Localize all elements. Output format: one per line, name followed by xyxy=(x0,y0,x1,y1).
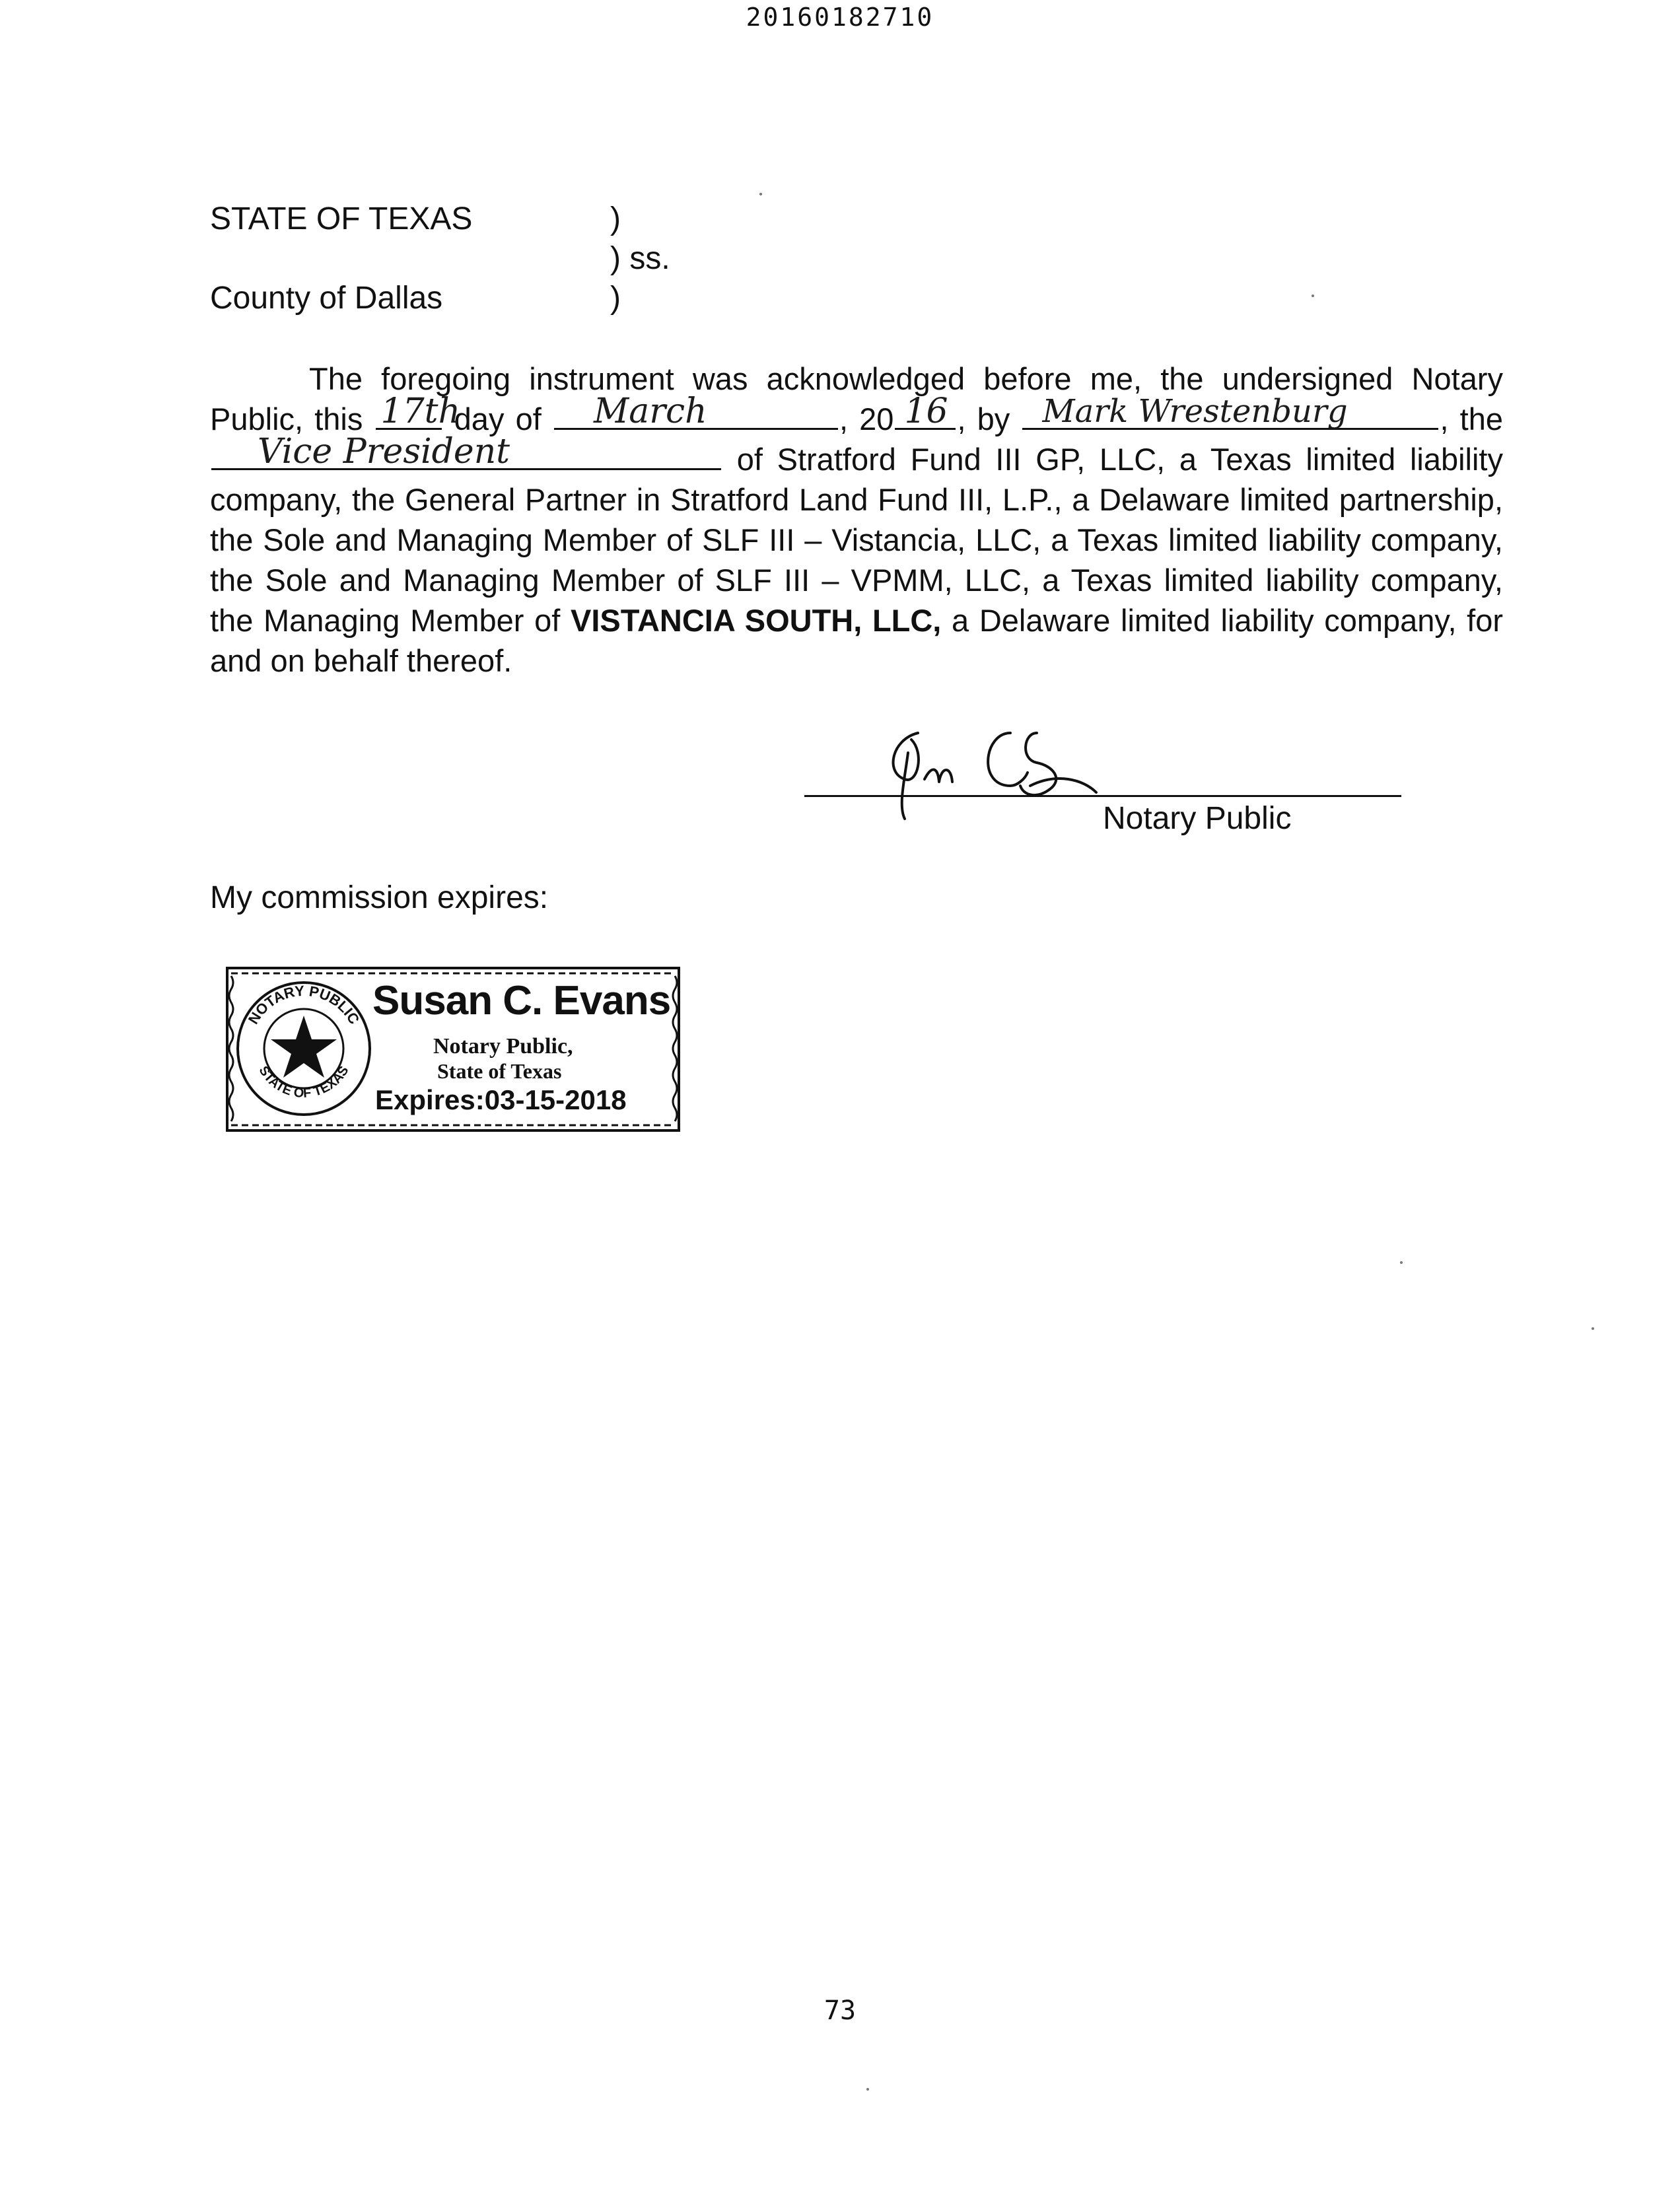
state-label: STATE OF TEXAS xyxy=(210,201,473,236)
venue-paren-bottom: ) xyxy=(610,281,621,316)
venue-paren-top: ) xyxy=(610,201,621,236)
document-number: 20160182710 xyxy=(746,3,934,32)
stamp-notary-name: Susan C. Evans xyxy=(372,978,671,1024)
entity-text: of Stratford Fund III GP, LLC, a Texas limited liability company, the General Partner in Stratford Land Fund III, L.P., a Delaware limited partnership, the Sole and Managing Member of SLF III – Vistancia, LLC, a Texas limited liability company, the Sole and Managing Member of SLF III – VPMM, LLC, a Texas limited liability company, the Managing Member of xyxy=(210,442,1503,638)
seal-bottom-text: STATE OF TEXAS xyxy=(256,1063,352,1101)
county-label: County of Dallas xyxy=(210,281,443,316)
notary-seal-icon xyxy=(231,976,376,1121)
commission-expires-label: My commission expires: xyxy=(210,880,549,915)
closing-text: a Delaware limited liability company, for and on behalf thereof. xyxy=(210,603,1504,678)
person-blank xyxy=(1022,393,1438,430)
signature-line xyxy=(804,795,1401,797)
scan-speck xyxy=(866,2088,869,2091)
comma-text: , xyxy=(1440,401,1449,436)
the-text: the xyxy=(1459,401,1503,436)
stamp-title-line2: State of Texas xyxy=(437,1059,562,1083)
notary-stamp xyxy=(222,963,684,1136)
by-text: , by xyxy=(957,401,1010,436)
acknowledgment-paragraph xyxy=(210,359,1503,681)
notary-public-label: Notary Public xyxy=(1103,801,1292,836)
day-blank xyxy=(376,392,461,431)
person-handwritten: Mark Wrestenburg xyxy=(1042,393,1348,430)
svg-text:STATE OF TEXAS xyxy=(256,1064,351,1101)
venue-paren-ss: ) ss. xyxy=(610,241,670,276)
entity-bold-text: VISTANCIA SOUTH, LLC, xyxy=(571,603,942,638)
stamp-title-line1: Notary Public, xyxy=(433,1034,573,1059)
title-handwritten: Vice President xyxy=(258,432,510,471)
notary-signature xyxy=(878,713,1116,825)
public-this-text: Public, this xyxy=(210,401,363,436)
year-prefix-text: , 20 xyxy=(839,401,894,436)
month-handwritten: March xyxy=(593,392,707,431)
day-of-text: day of xyxy=(454,401,542,436)
page-number: 73 xyxy=(823,1996,857,2026)
month-blank xyxy=(554,392,838,431)
title-blank xyxy=(211,432,721,471)
stamp-expiration: Expires:03-15-2018 xyxy=(375,1084,627,1115)
scan-speck xyxy=(1312,295,1314,297)
ack-line1: The foregoing instrument was acknowledged before me, the undersigned Notary xyxy=(309,361,1503,396)
scan-speck xyxy=(759,193,762,195)
scan-speck xyxy=(1400,1261,1403,1264)
seal-top-text: NOTARY PUBLIC xyxy=(244,982,363,1027)
day-handwritten: 17th xyxy=(380,392,461,431)
scan-speck xyxy=(1592,1327,1594,1330)
year-handwritten: 16 xyxy=(904,392,948,431)
year-blank xyxy=(895,392,956,431)
